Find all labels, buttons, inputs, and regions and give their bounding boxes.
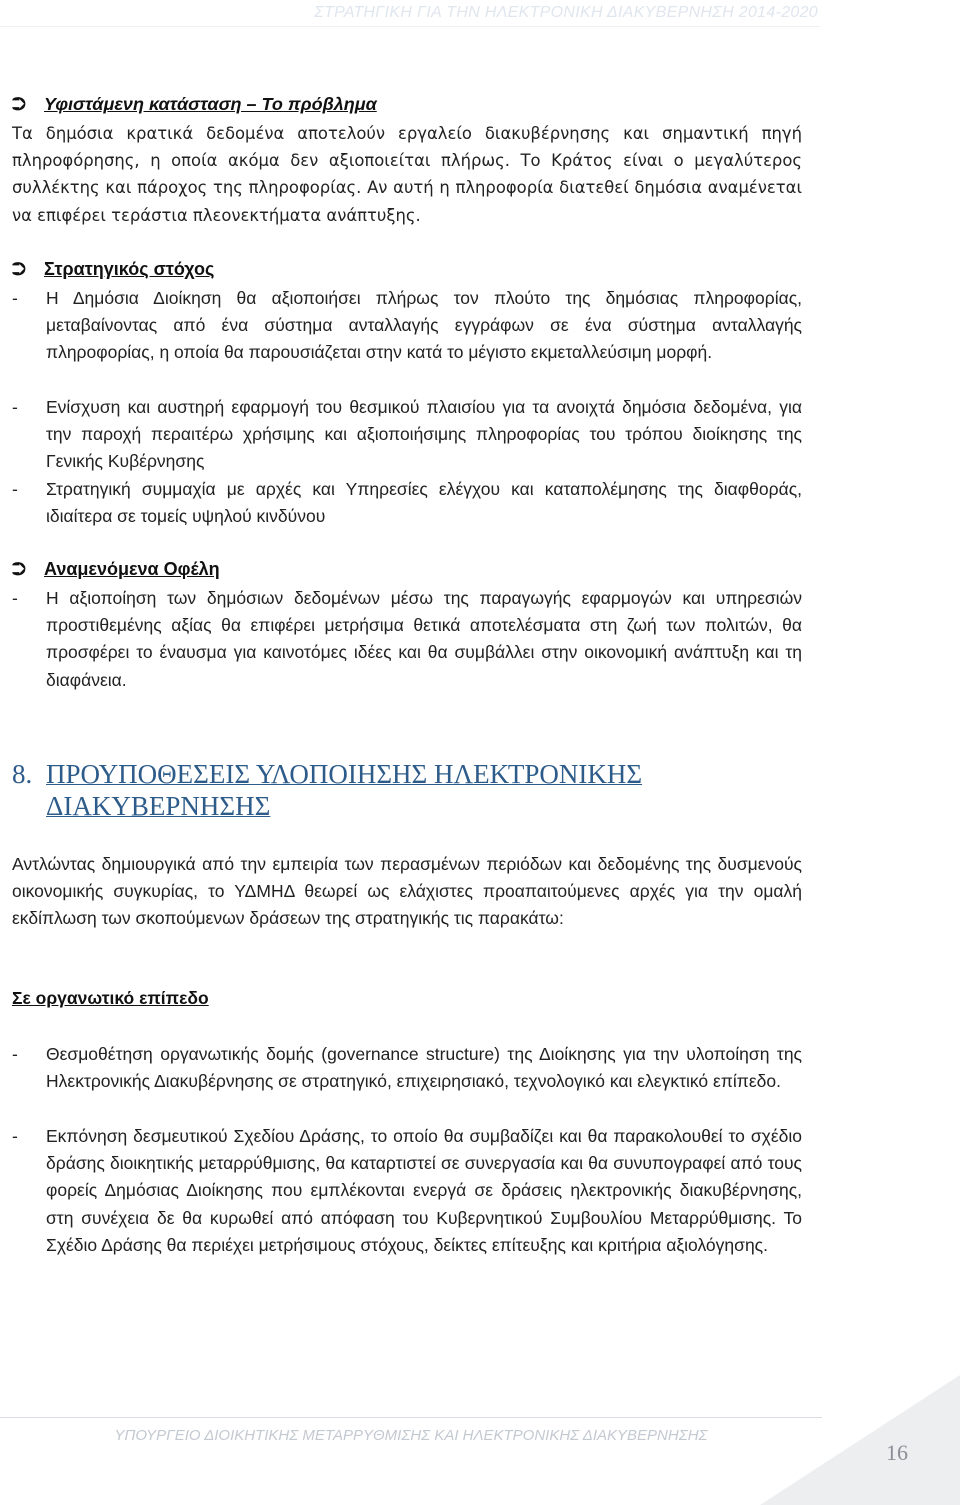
list-dash: - (12, 397, 18, 417)
chapter-intro: Αντλώντας δημιουργικά από την εμπειρία των περασμένων περιόδων και δεδομένης της δυσμενούς οικονομικής συγκυρίας, το ΥΔΜΗΔ θεωρεί ως ελάχιστες προαπαιτούμενες αρχές για την ομαλή εκδίπλωση των σκοπούμενων δράσεων της στρατηγικής τις παρακάτω: (12, 854, 802, 929)
section-goal-heading (12, 259, 214, 280)
arrow-right-icon: ⮊ (12, 94, 26, 114)
header-title: ΣΤΡΑΤΗΓΙΚΗ ΓΙΑ ΤΗΝ ΗΛΕΚΤΡΟΝΙΚΗ ΔΙΑΚΥΒΕΡΝΗΣΗ 2014-2020 (314, 4, 818, 21)
list-item-text: Στρατηγική συμμαχία με αρχές και Υπηρεσίες ελέγχου και καταπολέμησης της διαφθοράς, ιδιαίτερα σε τομείς υψηλού κινδύνου (46, 479, 802, 527)
list-item (12, 476, 802, 530)
list-item-text: Θεσμοθέτηση οργανωτικής δομής (governance structure) της Διοίκησης για την υλοποίηση της Ηλεκτρονικής Διακυβέρνησης σε στρατηγικό, επιχειρησιακό, τεχνολογικό και ελεγκτικό επίπεδο. (46, 1044, 802, 1092)
page-header (0, 0, 820, 26)
org-level-heading: Σε οργανωτικό επίπεδο (12, 988, 209, 1008)
header-divider (0, 26, 820, 27)
list-item (12, 1041, 802, 1095)
list-item-text: Ενίσχυση και αυστηρή εφαρμογή του θεσμικού πλαισίου για τα ανοιχτά δημόσια δεδομένα, για την παροχή περαιτέρω χρήσιμης και αξιοποιήσιμης πληροφορίας του τρόπου διοίκησης της Γενικής Κυβέρνησης (46, 397, 802, 472)
arrow-right-icon: ⮊ (12, 259, 26, 279)
section-current-title: Υφιστάμενη κατάσταση – Το πρόβλημα (44, 94, 377, 114)
section-benefits-heading (12, 559, 220, 580)
list-item (12, 394, 802, 476)
chapter-title-line1: ΠΡΟΥΠΟΘΕΣΕΙΣ ΥΛΟΠΟΙΗΣΗΣ ΗΛΕΚΤΡΟΝΙΚΗΣ (46, 759, 643, 789)
list-item (12, 1123, 802, 1259)
section-goal-title: Στρατηγικός στόχος (44, 259, 215, 279)
footer-ministry: ΥΠΟΥΡΓΕΙΟ ΔΙΟΙΚΗΤΙΚΗΣ ΜΕΤΑΡΡΥΘΜΙΣΗΣ ΚΑΙ ΗΛΕΚΤΡΟΝΙΚΗΣ ΔΙΑΚΥΒΕΡΝΗΣΗΣ (114, 1427, 708, 1444)
footer-divider (0, 1417, 822, 1418)
page-number: 16 (886, 1440, 908, 1465)
list-item-text: Η Δημόσια Διοίκηση θα αξιοποιήσει πλήρως τον πλούτο της δημόσιας πληροφορίας, μεταβαίνοντας από ένα σύστημα ανταλλαγής εγγράφων σε ένα σύστημα ανταλλαγής πληροφορίας, η οποία θα παρουσιάζεται στην κατά το μέγιστο εκμεταλλεύσιμη μορφή. (46, 288, 802, 363)
list-dash: - (12, 479, 18, 499)
chapter-heading (12, 758, 772, 822)
list-item (12, 285, 802, 367)
section-current-heading (12, 94, 377, 115)
list-item (12, 585, 802, 694)
list-dash: - (12, 588, 18, 608)
section-current-text: Τα δημόσια κρατικά δεδομένα αποτελούν εργαλείο διακυβέρνησης και σημαντική πηγή πληροφόρησης, η οποία ακόμα δεν αξιοποιείται πλήρως. Το Κράτος είναι ο μεγαλύτερος συλλέκτης και πάροχος της πληροφορίας. Αν αυτή η πληροφορία διατεθεί δημόσια αναμένεται να επιφέρει τεράστια πλεονεκτήματα ανάπτυξης. (12, 124, 802, 225)
list-item-text: Εκπόνηση δεσμευτικού Σχεδίου Δράσης, το οποίο θα συμβαδίζει και θα παρακολουθεί το σχέδιο δράσης διοικητικής μεταρρύθμισης, θα καταρτιστεί σε συνεργασία και θα συνυπογραφεί από τους φορείς Δημόσιας Διοίκησης που εμπλέκονται ενεργά σε δράσεις ηλεκτρονικής διακυβέρνησης, στη συνέχεια δε θα κυρωθεί από απόφαση του Κυβερνητικού Συμβουλίου Μεταρρύθμισης. Το Σχέδιο Δράσης θα περιέχει μετρήσιμους στόχους, δείκτες επίτευξης και κριτήρια αξιολόγησης. (46, 1126, 802, 1255)
list-item-text: Η αξιοποίηση των δημόσιων δεδομένων μέσω της παραγωγής εφαρμογών και υπηρεσιών προστιθεμένης αξίας θα επιφέρει μετρήσιμα θετικά αποτελέσματα στη ζωή των πολιτών, θα προσφέρει το έναυσμα για καινοτόμες ιδέες και θα συμβάλλει στην οικονομική ανάπτυξη και τη διαφάνεια. (46, 588, 802, 690)
list-dash: - (12, 288, 18, 308)
section-benefits-title: Αναμενόμενα Οφέλη (44, 559, 220, 579)
chapter-number: 8. (12, 759, 33, 789)
arrow-right-icon: ⮊ (12, 559, 26, 579)
list-dash: - (12, 1126, 18, 1146)
list-dash: - (12, 1044, 18, 1064)
chapter-title-line2: ΔΙΑΚΥΒΕΡΝΗΣΗΣ (46, 791, 271, 821)
page-corner-decoration (760, 1375, 960, 1505)
